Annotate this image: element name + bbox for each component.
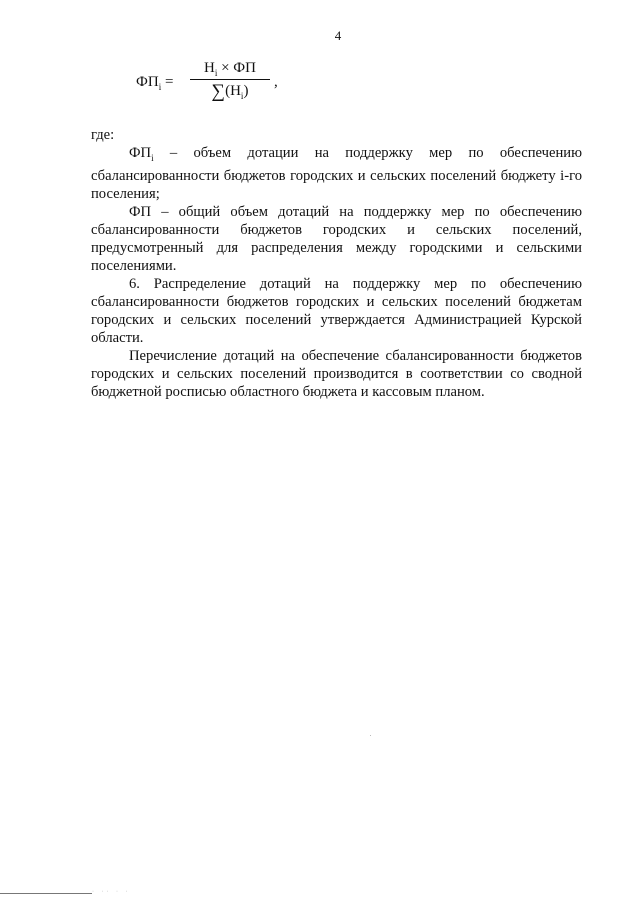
formula-comma: , [274,74,278,90]
numerator-symbol: Н [203,60,215,76]
footer-rule [0,893,92,894]
denominator-open: (Н [225,83,241,99]
formula-lhs-symbol: ФП [136,74,159,90]
scan-speck [370,735,371,736]
fpi-term: ФП [129,145,152,161]
formula-denominator [190,80,270,103]
numerator-index: i [214,68,218,78]
formula-numerator [190,60,270,80]
where-label: где: [91,127,115,143]
fpi-term-index: i [151,152,154,163]
paragraph-fpi-definition [91,144,582,203]
page-number: 4 [334,28,342,43]
paragraph-section-6: 6. Распределение дотаций на поддержку мер по обеспечению сбалансированности бюджетов городских и сельских поселений бюджетам городских и сельских поселений утверждается Администрацией Курской области. [91,275,582,346]
formula-equals: = [164,74,174,90]
formula-lhs-index: i [158,82,162,92]
numerator-rest: × ФП [217,60,256,76]
fpi-definition-text: – объем дотации на поддержку мер по обеспечению сбалансированности бюджетов городских и сельских поселений бюджету i-го поселения; [91,145,582,202]
denominator-close: ) [243,83,249,99]
footer-scan-artifact: · ·· · · [92,889,131,895]
denominator-index: i [240,91,244,101]
sigma-icon: ∑ [211,81,226,102]
formula-lhs [136,74,173,92]
formula-fraction [190,60,270,103]
paragraph-transfer: Перечисление дотаций на обеспечение сбалансированности бюджетов городских и сельских поселений производится в соответствии со сводной бюджетной росписью областного бюджета и кассовым планом. [91,347,582,400]
document-body [91,126,582,401]
paragraph-fp-definition: ФП – общий объем дотаций на поддержку мер по обеспечению сбалансированности бюджетов городских и сельских поселений, предусмотренный для распределения между городскими и сельскими поселениями. [91,203,582,274]
